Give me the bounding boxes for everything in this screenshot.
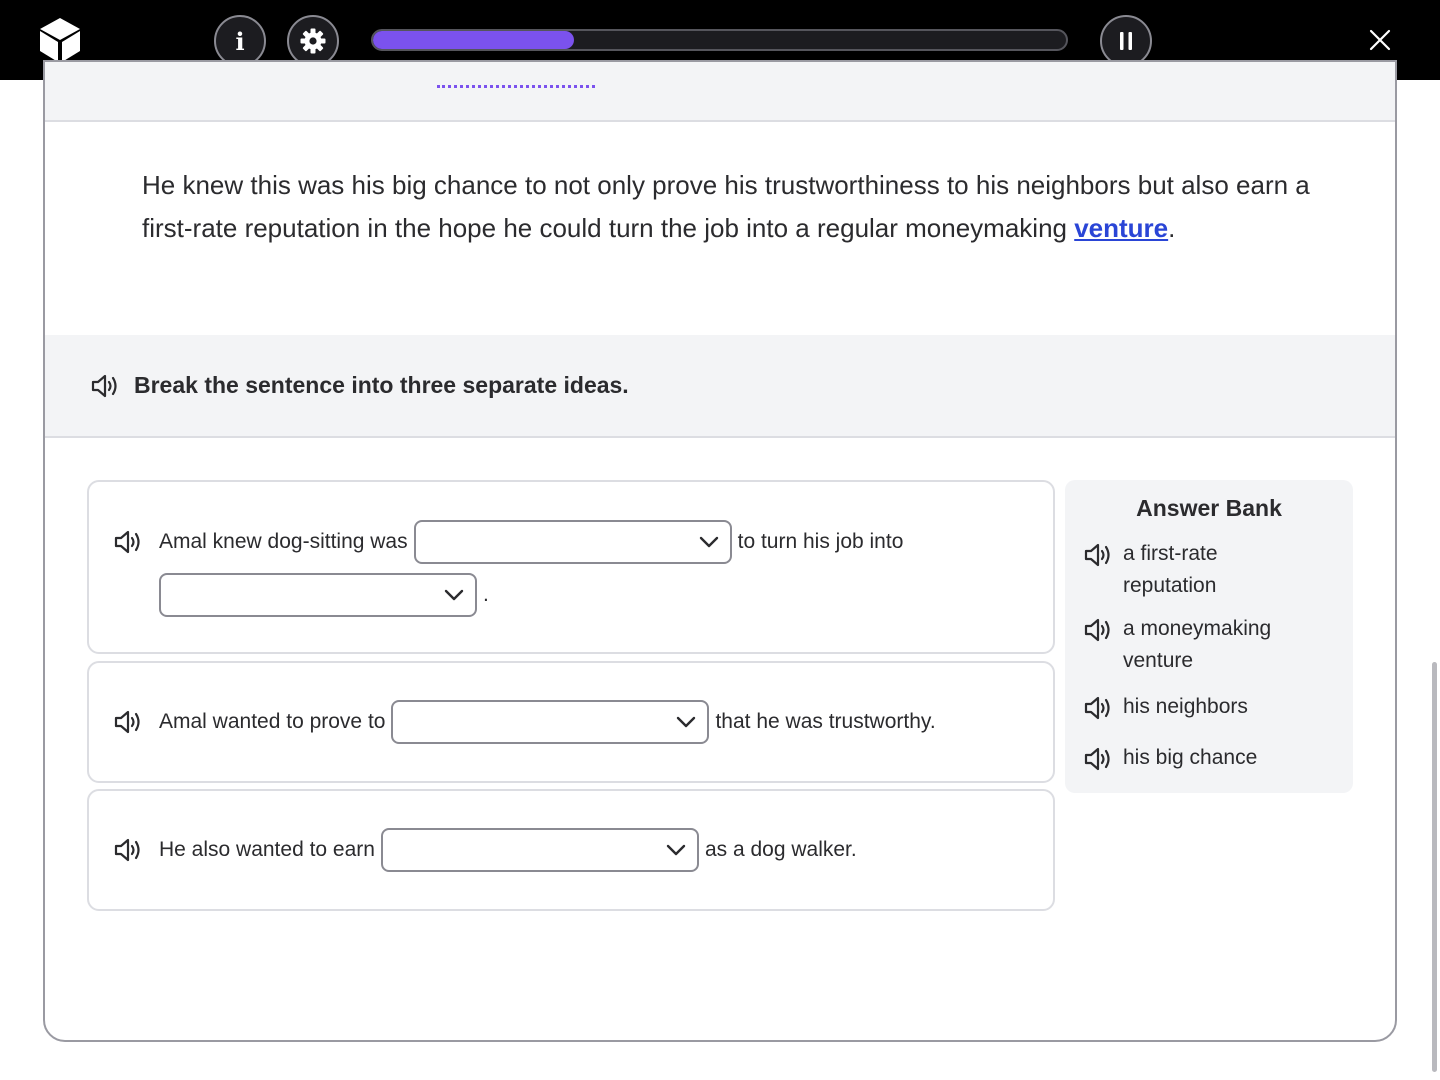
sentence-text: that he was trustworthy. [715,710,936,733]
answer-chip-line: venture [1123,649,1194,672]
prompt-band [45,335,1395,438]
close-icon [1369,29,1391,51]
page-scrollbar[interactable] [1432,662,1437,1072]
sentence-text: as a dog walker. [704,838,857,861]
speaker-icon[interactable] [1083,746,1113,772]
progress-bar [371,29,1068,51]
speaker-icon[interactable] [113,837,143,863]
progress-fill [373,31,574,49]
info-icon: i [235,26,245,56]
passage-period: . [1168,213,1176,243]
sentence-card-1 [87,480,1055,654]
speaker-icon[interactable] [1083,695,1113,721]
answer-bank [1065,480,1353,793]
sentence-card-3 [87,789,1055,911]
chevron-down-icon [443,585,465,605]
answer-dropdown[interactable] [414,520,732,564]
speaker-icon[interactable] [1083,617,1113,643]
sentence-text: . [483,583,489,606]
sentence-text: Amal knew dog-sitting was [159,530,408,553]
answer-chip-line: a first-rate [1123,542,1218,565]
passage-text [142,164,1332,250]
question-panel [43,60,1397,1042]
answer-chip[interactable] [1083,691,1343,723]
answer-dropdown[interactable] [381,828,699,872]
answer-chip-line: a moneymaking [1123,617,1272,640]
chevron-down-icon [698,532,720,552]
speaker-icon[interactable] [1083,542,1113,568]
speaker-icon[interactable] [90,373,120,399]
prompt-text: Break the sentence into three separate ideas. [134,372,629,398]
speaker-icon[interactable] [113,529,143,555]
gear-icon [299,27,327,55]
answer-chip-label: his big chance [1123,746,1258,769]
pause-icon [1117,31,1135,51]
answer-chip-label [1123,613,1271,677]
answer-chip-label: his neighbors [1123,695,1248,718]
cube-logo-icon [38,16,82,64]
close-button[interactable] [1360,20,1400,60]
highlight-underline [437,82,595,88]
sentence-text: to turn his job into [737,530,904,553]
passage-body: He knew this was his big chance to not only prove his trustworthiness to his neighbors but also earn a first-rate reputation in the hope he could turn the job into a regular moneymaking [142,170,1310,243]
answer-bank-title: Answer Bank [1136,495,1282,521]
passage-header [45,62,1395,122]
answer-chip-line: reputation [1123,574,1217,597]
answer-dropdown[interactable] [159,573,477,617]
answer-chip[interactable] [1083,742,1343,774]
chevron-down-icon [665,840,687,860]
answer-chip[interactable] [1083,613,1343,677]
answer-chip-label [1123,538,1218,602]
speaker-icon[interactable] [113,709,143,735]
answer-chip[interactable] [1083,538,1343,602]
sentence-card-2 [87,661,1055,783]
vocabulary-link[interactable]: venture [1074,213,1169,243]
sentence-text: He also wanted to earn [159,838,375,861]
answer-dropdown[interactable] [391,700,709,744]
sentence-text: Amal wanted to prove to [159,710,386,733]
chevron-down-icon [675,712,697,732]
